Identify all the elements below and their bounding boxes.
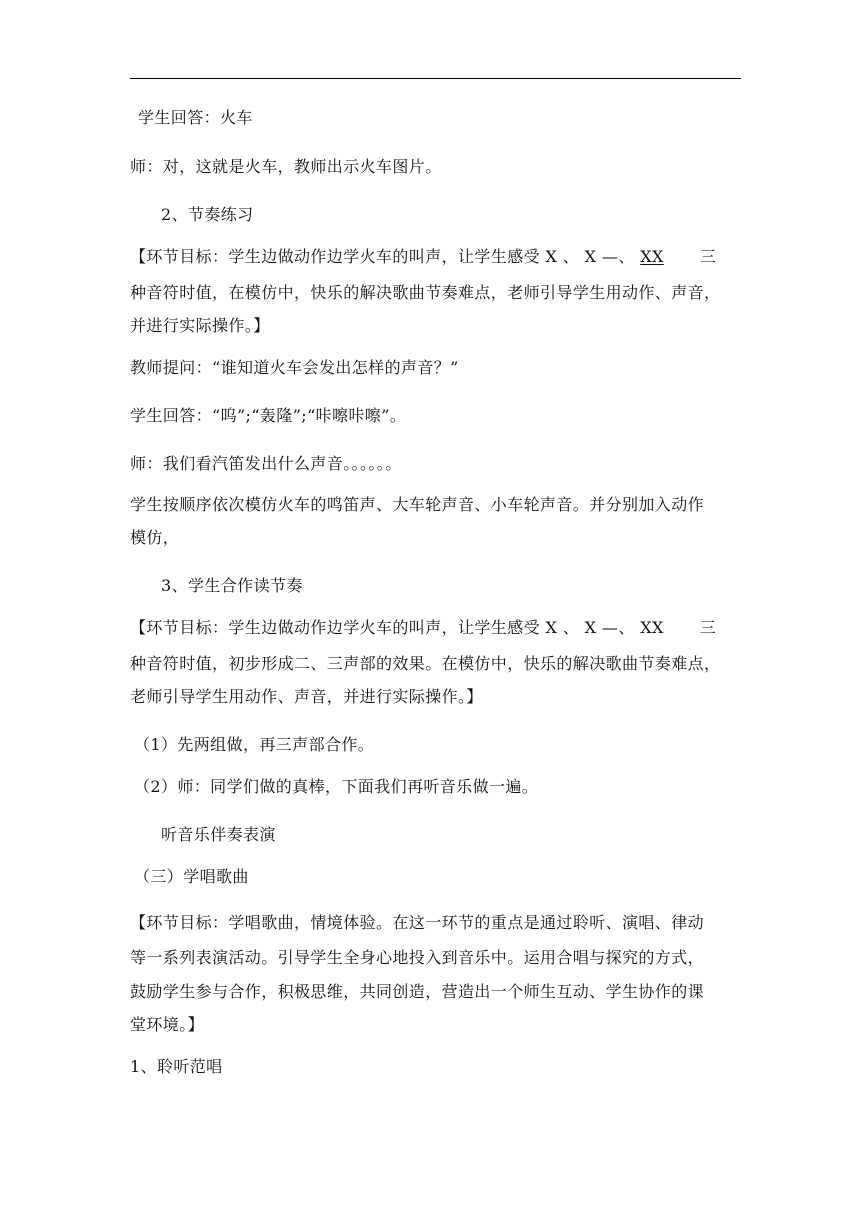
- text-line: 学生回答：火车: [138, 108, 253, 127]
- section-heading: 1、聆听范唱: [130, 1057, 223, 1076]
- text-segment: 三: [699, 247, 717, 266]
- text-segment: 三: [699, 618, 717, 637]
- section-heading: 3、学生合作读节奏: [161, 576, 303, 595]
- text-line: 种音符时值，在模仿中，快乐的解决歌曲节奏难点，老师引导学生用动作、声音，: [130, 283, 721, 302]
- text-line: 堂环境。】: [130, 1015, 205, 1034]
- text-line: 模仿，: [130, 528, 180, 547]
- text-segment: 【环节目标：学生边做动作边学火车的叫声，让学生感受 X 、 X —、: [130, 247, 641, 266]
- list-item: （1）先两组做，再三声部合作。: [134, 735, 375, 754]
- text-line: 等一系列表演活动。引导学生全身心地投入到音乐中。运用合唱与探究的方式，: [130, 948, 705, 967]
- section-heading: （三）学唱歌曲: [134, 867, 249, 886]
- text-line: 老师引导学生用动作、声音，并进行实际操作。】: [130, 687, 483, 706]
- text-line: 师：我们看汽笛发出什么声音。。。。。。: [130, 454, 402, 473]
- text-line: 学生按顺序依次模仿火车的鸣笛声、大车轮声音、小车轮声音。并分别加入动作: [130, 495, 705, 514]
- text-line: 听音乐伴奏表演: [161, 825, 276, 844]
- text-line: 鼓励学生参与合作，积极思维，共同创造，营造出一个师生互动、学生协作的课: [130, 982, 705, 1001]
- text-line: [130, 248, 742, 266]
- text-line: 【环节目标：学唱歌曲，情境体验。在这一环节的重点是通过聆听、演唱、律动: [130, 913, 705, 932]
- text-line: 种音符时值，初步形成二、三声部的效果。在模仿中，快乐的解决歌曲节奏难点，: [130, 654, 721, 673]
- text-segment: 【环节目标：学生边做动作边学火车的叫声，让学生感受 X 、 X —、 XX: [130, 618, 664, 637]
- text-line: 教师提问：“谁知道火车会发出怎样的声音？”: [130, 358, 459, 377]
- text-line: [130, 619, 742, 637]
- rhythm-notation: XX: [640, 247, 664, 266]
- section-heading: 2、节奏练习: [161, 205, 254, 224]
- list-item: （2）师：同学们做的真棒，下面我们再听音乐做一遍。: [134, 777, 539, 796]
- header-rule: [130, 78, 741, 79]
- text-line: 师：对，这就是火车，教师出示火车图片。: [130, 157, 442, 176]
- text-line: 并进行实际操作。】: [130, 316, 270, 335]
- text-line: 学生回答：“呜”;“轰隆”;“咔嚓咔嚓”。: [130, 406, 407, 425]
